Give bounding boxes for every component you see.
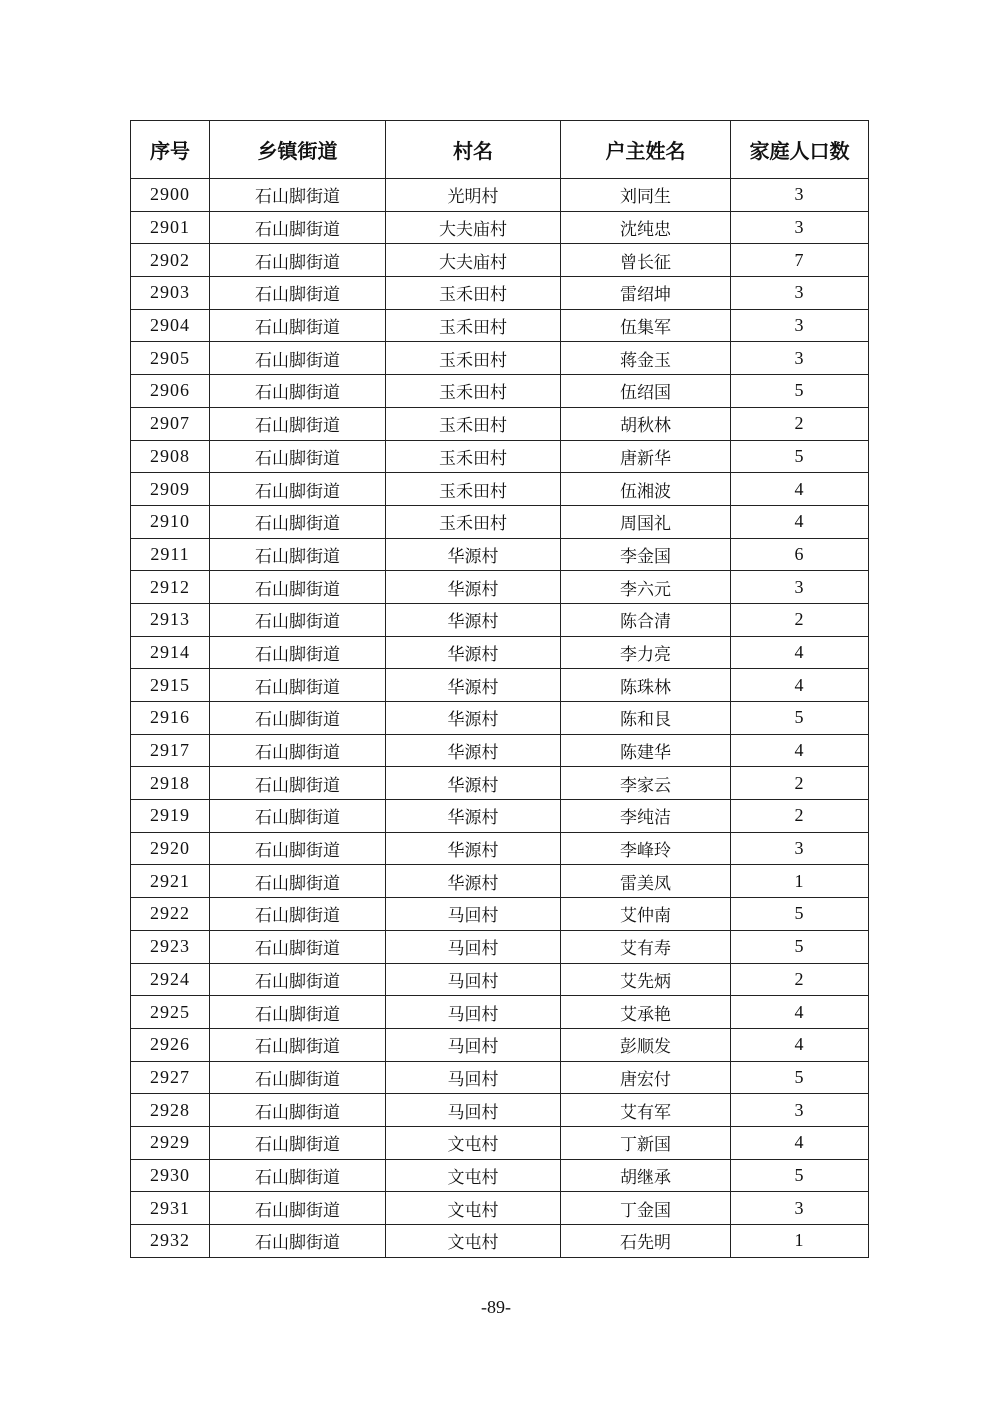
cell-householder-name: 雷美凤 <box>561 865 731 898</box>
cell-village-name: 马回村 <box>386 1094 561 1127</box>
cell-householder-name: 伍集军 <box>561 309 731 342</box>
cell-township-street: 石山脚街道 <box>210 211 386 244</box>
table-row <box>131 603 869 636</box>
cell-household-size: 3 <box>731 571 869 604</box>
cell-village-name: 华源村 <box>386 603 561 636</box>
cell-household-size: 4 <box>731 636 869 669</box>
cell-township-street: 石山脚街道 <box>210 669 386 702</box>
table-row <box>131 309 869 342</box>
cell-township-street: 石山脚街道 <box>210 244 386 277</box>
cell-householder-name: 雷绍坤 <box>561 277 731 310</box>
cell-serial-number: 2903 <box>131 277 210 310</box>
cell-household-size: 4 <box>731 1126 869 1159</box>
cell-township-street: 石山脚街道 <box>210 636 386 669</box>
cell-village-name: 马回村 <box>386 963 561 996</box>
cell-village-name: 华源村 <box>386 734 561 767</box>
cell-township-street: 石山脚街道 <box>210 603 386 636</box>
cell-household-size: 3 <box>731 832 869 865</box>
cell-serial-number: 2923 <box>131 930 210 963</box>
cell-village-name: 马回村 <box>386 930 561 963</box>
cell-householder-name: 伍绍国 <box>561 375 731 408</box>
cell-householder-name: 蒋金玉 <box>561 342 731 375</box>
cell-serial-number: 2916 <box>131 702 210 735</box>
cell-township-street: 石山脚街道 <box>210 898 386 931</box>
table-row <box>131 832 869 865</box>
table-row <box>131 1225 869 1258</box>
cell-household-size: 3 <box>731 342 869 375</box>
cell-village-name: 华源村 <box>386 832 561 865</box>
table-row <box>131 179 869 212</box>
cell-serial-number: 2915 <box>131 669 210 702</box>
table-row <box>131 211 869 244</box>
cell-village-name: 华源村 <box>386 636 561 669</box>
table-row <box>131 473 869 506</box>
cell-householder-name: 李纯洁 <box>561 800 731 833</box>
cell-serial-number: 2925 <box>131 996 210 1029</box>
cell-serial-number: 2931 <box>131 1192 210 1225</box>
table-row <box>131 1126 869 1159</box>
table-header-row <box>131 121 869 179</box>
cell-household-size: 1 <box>731 1225 869 1258</box>
cell-township-street: 石山脚街道 <box>210 767 386 800</box>
cell-township-street: 石山脚街道 <box>210 865 386 898</box>
cell-serial-number: 2932 <box>131 1225 210 1258</box>
cell-serial-number: 2904 <box>131 309 210 342</box>
cell-village-name: 玉禾田村 <box>386 375 561 408</box>
cell-householder-name: 伍湘波 <box>561 473 731 506</box>
cell-householder-name: 丁新国 <box>561 1126 731 1159</box>
cell-serial-number: 2900 <box>131 179 210 212</box>
cell-township-street: 石山脚街道 <box>210 996 386 1029</box>
cell-household-size: 2 <box>731 963 869 996</box>
header-householder-name: 户主姓名 <box>561 121 731 179</box>
cell-village-name: 华源村 <box>386 702 561 735</box>
cell-township-street: 石山脚街道 <box>210 1192 386 1225</box>
page-number: -89- <box>481 1297 511 1317</box>
table-row <box>131 505 869 538</box>
cell-township-street: 石山脚街道 <box>210 277 386 310</box>
cell-serial-number: 2907 <box>131 407 210 440</box>
table-row <box>131 800 869 833</box>
cell-village-name: 华源村 <box>386 669 561 702</box>
table-body <box>131 179 869 1258</box>
cell-serial-number: 2921 <box>131 865 210 898</box>
cell-household-size: 2 <box>731 767 869 800</box>
table-row <box>131 1192 869 1225</box>
cell-serial-number: 2901 <box>131 211 210 244</box>
cell-household-size: 5 <box>731 1061 869 1094</box>
cell-township-street: 石山脚街道 <box>210 538 386 571</box>
cell-household-size: 2 <box>731 603 869 636</box>
cell-household-size: 3 <box>731 1094 869 1127</box>
cell-household-size: 2 <box>731 800 869 833</box>
cell-township-street: 石山脚街道 <box>210 1126 386 1159</box>
cell-serial-number: 2919 <box>131 800 210 833</box>
cell-village-name: 文屯村 <box>386 1192 561 1225</box>
cell-township-street: 石山脚街道 <box>210 1094 386 1127</box>
cell-township-street: 石山脚街道 <box>210 800 386 833</box>
cell-householder-name: 刘同生 <box>561 179 731 212</box>
table-row <box>131 898 869 931</box>
cell-householder-name: 陈和艮 <box>561 702 731 735</box>
cell-township-street: 石山脚街道 <box>210 930 386 963</box>
cell-township-street: 石山脚街道 <box>210 963 386 996</box>
table-row <box>131 407 869 440</box>
cell-serial-number: 2906 <box>131 375 210 408</box>
cell-village-name: 华源村 <box>386 800 561 833</box>
cell-township-street: 石山脚街道 <box>210 473 386 506</box>
table-row <box>131 277 869 310</box>
cell-township-street: 石山脚街道 <box>210 1061 386 1094</box>
cell-household-size: 4 <box>731 1028 869 1061</box>
table-row <box>131 342 869 375</box>
table-row <box>131 767 869 800</box>
cell-township-street: 石山脚街道 <box>210 702 386 735</box>
cell-householder-name: 李峰玲 <box>561 832 731 865</box>
cell-householder-name: 艾承艳 <box>561 996 731 1029</box>
cell-household-size: 3 <box>731 309 869 342</box>
cell-township-street: 石山脚街道 <box>210 342 386 375</box>
cell-township-street: 石山脚街道 <box>210 440 386 473</box>
table-row <box>131 669 869 702</box>
cell-township-street: 石山脚街道 <box>210 1225 386 1258</box>
cell-household-size: 3 <box>731 211 869 244</box>
cell-village-name: 文屯村 <box>386 1126 561 1159</box>
cell-serial-number: 2928 <box>131 1094 210 1127</box>
cell-household-size: 3 <box>731 179 869 212</box>
header-township-street: 乡镇街道 <box>210 121 386 179</box>
cell-householder-name: 唐宏付 <box>561 1061 731 1094</box>
header-household-size: 家庭人口数 <box>731 121 869 179</box>
cell-household-size: 5 <box>731 702 869 735</box>
cell-serial-number: 2918 <box>131 767 210 800</box>
cell-village-name: 华源村 <box>386 865 561 898</box>
cell-village-name: 玉禾田村 <box>386 309 561 342</box>
cell-householder-name: 陈建华 <box>561 734 731 767</box>
cell-township-street: 石山脚街道 <box>210 1028 386 1061</box>
cell-household-size: 5 <box>731 375 869 408</box>
cell-village-name: 马回村 <box>386 1061 561 1094</box>
cell-township-street: 石山脚街道 <box>210 407 386 440</box>
cell-household-size: 4 <box>731 996 869 1029</box>
table-row <box>131 375 869 408</box>
household-table <box>130 120 869 1258</box>
table-row <box>131 440 869 473</box>
cell-serial-number: 2902 <box>131 244 210 277</box>
cell-village-name: 玉禾田村 <box>386 342 561 375</box>
cell-village-name: 大夫庙村 <box>386 244 561 277</box>
cell-householder-name: 李六元 <box>561 571 731 604</box>
cell-household-size: 6 <box>731 538 869 571</box>
cell-householder-name: 石先明 <box>561 1225 731 1258</box>
table-row <box>131 702 869 735</box>
cell-township-street: 石山脚街道 <box>210 1159 386 1192</box>
cell-village-name: 文屯村 <box>386 1225 561 1258</box>
table-row <box>131 734 869 767</box>
cell-township-street: 石山脚街道 <box>210 832 386 865</box>
cell-village-name: 华源村 <box>386 538 561 571</box>
table-row <box>131 1094 869 1127</box>
cell-householder-name: 丁金国 <box>561 1192 731 1225</box>
cell-township-street: 石山脚街道 <box>210 734 386 767</box>
cell-household-size: 5 <box>731 1159 869 1192</box>
cell-township-street: 石山脚街道 <box>210 375 386 408</box>
cell-household-size: 3 <box>731 1192 869 1225</box>
header-village-name: 村名 <box>386 121 561 179</box>
table-row <box>131 538 869 571</box>
cell-householder-name: 李金国 <box>561 538 731 571</box>
cell-serial-number: 2920 <box>131 832 210 865</box>
cell-householder-name: 唐新华 <box>561 440 731 473</box>
table-row <box>131 865 869 898</box>
cell-household-size: 7 <box>731 244 869 277</box>
cell-village-name: 玉禾田村 <box>386 407 561 440</box>
cell-village-name: 马回村 <box>386 898 561 931</box>
cell-village-name: 玉禾田村 <box>386 440 561 473</box>
cell-householder-name: 陈合清 <box>561 603 731 636</box>
table-row <box>131 636 869 669</box>
cell-serial-number: 2909 <box>131 473 210 506</box>
cell-village-name: 大夫庙村 <box>386 211 561 244</box>
cell-householder-name: 胡秋林 <box>561 407 731 440</box>
cell-householder-name: 艾有军 <box>561 1094 731 1127</box>
cell-village-name: 玉禾田村 <box>386 277 561 310</box>
table-row <box>131 930 869 963</box>
table-row <box>131 571 869 604</box>
cell-serial-number: 2913 <box>131 603 210 636</box>
cell-householder-name: 艾有寿 <box>561 930 731 963</box>
cell-township-street: 石山脚街道 <box>210 571 386 604</box>
cell-serial-number: 2911 <box>131 538 210 571</box>
cell-serial-number: 2914 <box>131 636 210 669</box>
cell-township-street: 石山脚街道 <box>210 309 386 342</box>
cell-household-size: 2 <box>731 407 869 440</box>
cell-household-size: 5 <box>731 898 869 931</box>
cell-householder-name: 李家云 <box>561 767 731 800</box>
cell-serial-number: 2917 <box>131 734 210 767</box>
cell-serial-number: 2908 <box>131 440 210 473</box>
cell-township-street: 石山脚街道 <box>210 505 386 538</box>
cell-serial-number: 2912 <box>131 571 210 604</box>
cell-village-name: 华源村 <box>386 767 561 800</box>
cell-household-size: 5 <box>731 930 869 963</box>
cell-village-name: 玉禾田村 <box>386 505 561 538</box>
table-row <box>131 1159 869 1192</box>
cell-village-name: 玉禾田村 <box>386 473 561 506</box>
cell-village-name: 马回村 <box>386 996 561 1029</box>
table-row <box>131 1028 869 1061</box>
cell-serial-number: 2927 <box>131 1061 210 1094</box>
cell-serial-number: 2924 <box>131 963 210 996</box>
cell-household-size: 5 <box>731 440 869 473</box>
cell-householder-name: 彭顺发 <box>561 1028 731 1061</box>
cell-serial-number: 2905 <box>131 342 210 375</box>
cell-serial-number: 2930 <box>131 1159 210 1192</box>
cell-household-size: 4 <box>731 505 869 538</box>
cell-village-name: 文屯村 <box>386 1159 561 1192</box>
table-row <box>131 1061 869 1094</box>
cell-householder-name: 艾先炳 <box>561 963 731 996</box>
table-row <box>131 244 869 277</box>
table-row <box>131 996 869 1029</box>
cell-household-size: 1 <box>731 865 869 898</box>
cell-township-street: 石山脚街道 <box>210 179 386 212</box>
cell-household-size: 3 <box>731 277 869 310</box>
cell-householder-name: 沈纯忠 <box>561 211 731 244</box>
cell-village-name: 华源村 <box>386 571 561 604</box>
cell-serial-number: 2929 <box>131 1126 210 1159</box>
cell-householder-name: 周国礼 <box>561 505 731 538</box>
cell-household-size: 4 <box>731 669 869 702</box>
cell-serial-number: 2910 <box>131 505 210 538</box>
cell-householder-name: 胡继承 <box>561 1159 731 1192</box>
cell-householder-name: 艾仲南 <box>561 898 731 931</box>
header-serial-number: 序号 <box>131 121 210 179</box>
cell-village-name: 光明村 <box>386 179 561 212</box>
cell-household-size: 4 <box>731 734 869 767</box>
cell-household-size: 4 <box>731 473 869 506</box>
cell-village-name: 马回村 <box>386 1028 561 1061</box>
cell-householder-name: 李力亮 <box>561 636 731 669</box>
cell-serial-number: 2926 <box>131 1028 210 1061</box>
table-row <box>131 963 869 996</box>
cell-householder-name: 陈珠林 <box>561 669 731 702</box>
cell-serial-number: 2922 <box>131 898 210 931</box>
cell-householder-name: 曾长征 <box>561 244 731 277</box>
